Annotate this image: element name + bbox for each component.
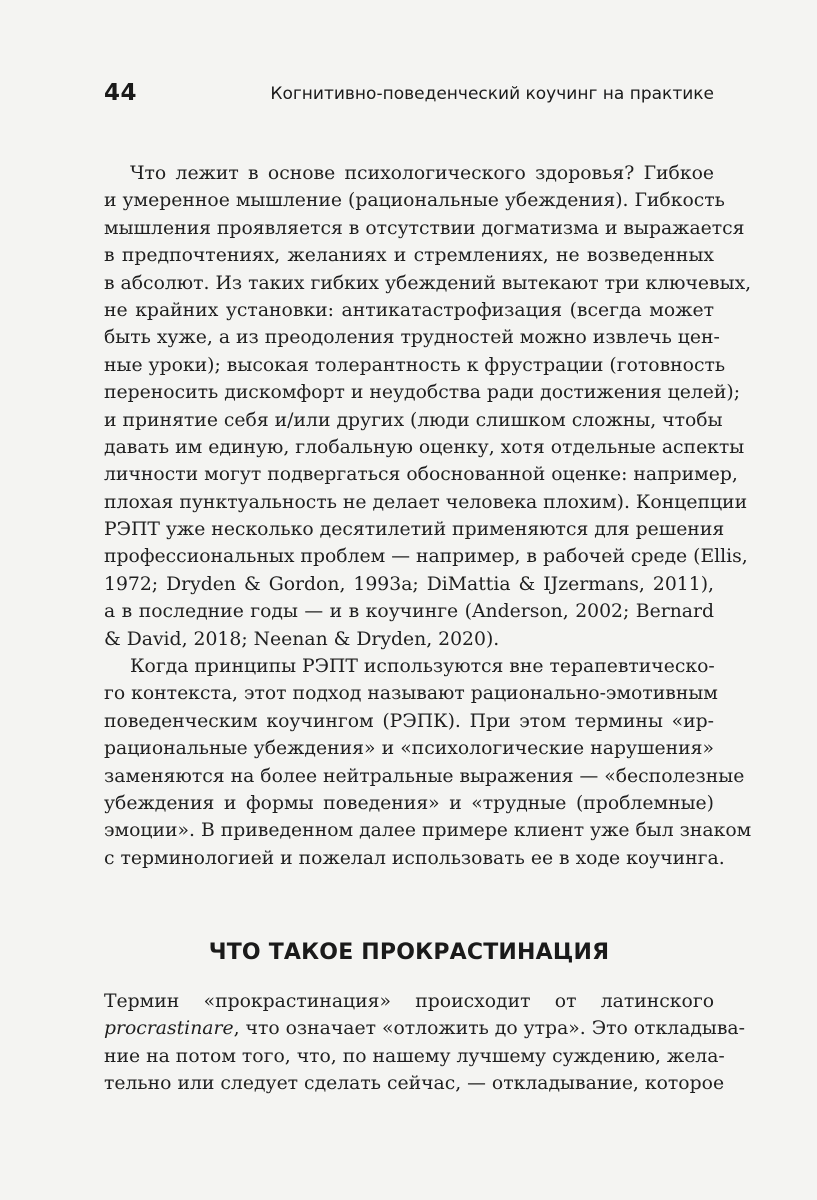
text-line: ние на потом того, что, по нашему лучшему суждению, жела- (104, 1045, 725, 1067)
text-line: рациональные убеждения» и «психологические нарушения» (104, 738, 714, 760)
text-line: убеждения и формы поведения» и «трудные (проблемные) (104, 792, 714, 814)
text-line: и умеренное мышление (рациональные убеждения). Гибкость (104, 190, 725, 212)
text-line: эмоции». В приведенном далее примере клиент уже был знаком (104, 820, 752, 842)
text-line: РЭПТ уже несколько десятилетий применяются для решения (104, 519, 725, 541)
text-line: в абсолют. Из таких гибких убеждений вытекают три ключевых, (104, 272, 752, 294)
text-line: ные уроки); высокая толерантность к фрустрации (готовность (104, 354, 726, 376)
text-line: Что лежит в основе психологического здоровья? Гибкое (130, 163, 714, 184)
text-line: с терминологией и пожелал использовать ее в ходе коучинга. (104, 847, 725, 869)
text-line: го контекста, этот подход называют рационально-эмотивным (104, 683, 718, 705)
text-line: и принятие себя и/или других (люди слишком сложны, чтобы (104, 409, 723, 431)
paragraph-3 (104, 988, 745, 1098)
text-fragment: , что означает «отложить до утра». Это откладыва- (233, 1018, 745, 1040)
text-line: поведенческим коучингом (РЭПК). При этом термины «ир- (104, 710, 714, 732)
text-line: & David, 2018; Neenan & Dryden, 2020). (104, 628, 500, 650)
latin-term: procrastinare (104, 1018, 234, 1040)
text-line: быть хуже, а из преодоления трудностей можно извлечь цен- (104, 327, 720, 349)
text-line: а в последние годы — и в коучинге (Anderson, 2002; Bernard (104, 601, 714, 623)
running-title: Когнитивно-поведенческий коучинг на практике (270, 84, 714, 104)
text-line: профессиональных проблем — например, в рабочей среде (Ellis, (104, 546, 748, 568)
section-heading: ЧТО ТАКОЕ ПРОКРАСТИНАЦИЯ (208, 940, 610, 965)
text-line-with-italic (104, 1015, 745, 1042)
text-line: не крайних установки: антикатастрофизация (всегда может (104, 299, 714, 321)
text-line: заменяются на более нейтральные выражения — «бесполезные (104, 765, 745, 787)
section-text (104, 988, 745, 1098)
text-line: Термин «прокрастинация» происходит от латинского (104, 991, 714, 1012)
text-line: личности могут подвергаться обоснованной оценке: например, (104, 464, 738, 486)
running-head (104, 80, 714, 110)
text-line: мышления проявляется в отсутствии догматизма и выражается (104, 217, 745, 239)
text-line: тельно или следует сделать сейчас, — откладывание, которое (104, 1073, 725, 1095)
text-line: плохая пунктуальность не делает человека плохим). Концепции (104, 491, 748, 513)
text-line: 1972; Dryden & Gordon, 1993a; DiMattia & IJzermans, 2011), (104, 573, 714, 595)
text-line: давать им единую, глобальную оценку, хотя отдельные аспекты (104, 436, 745, 458)
text-line: в предпочтениях, желаниях и стремлениях, не возведенных (104, 245, 714, 267)
text-line: Когда принципы РЭПТ используются вне терапевтическо- (130, 656, 715, 678)
paragraph-2 (104, 653, 752, 872)
page-number: 44 (104, 80, 138, 106)
paragraph-1 (104, 160, 752, 653)
text-line: переносить дискомфорт и неудобства ради достижения целей); (104, 382, 741, 404)
main-text (104, 160, 752, 872)
